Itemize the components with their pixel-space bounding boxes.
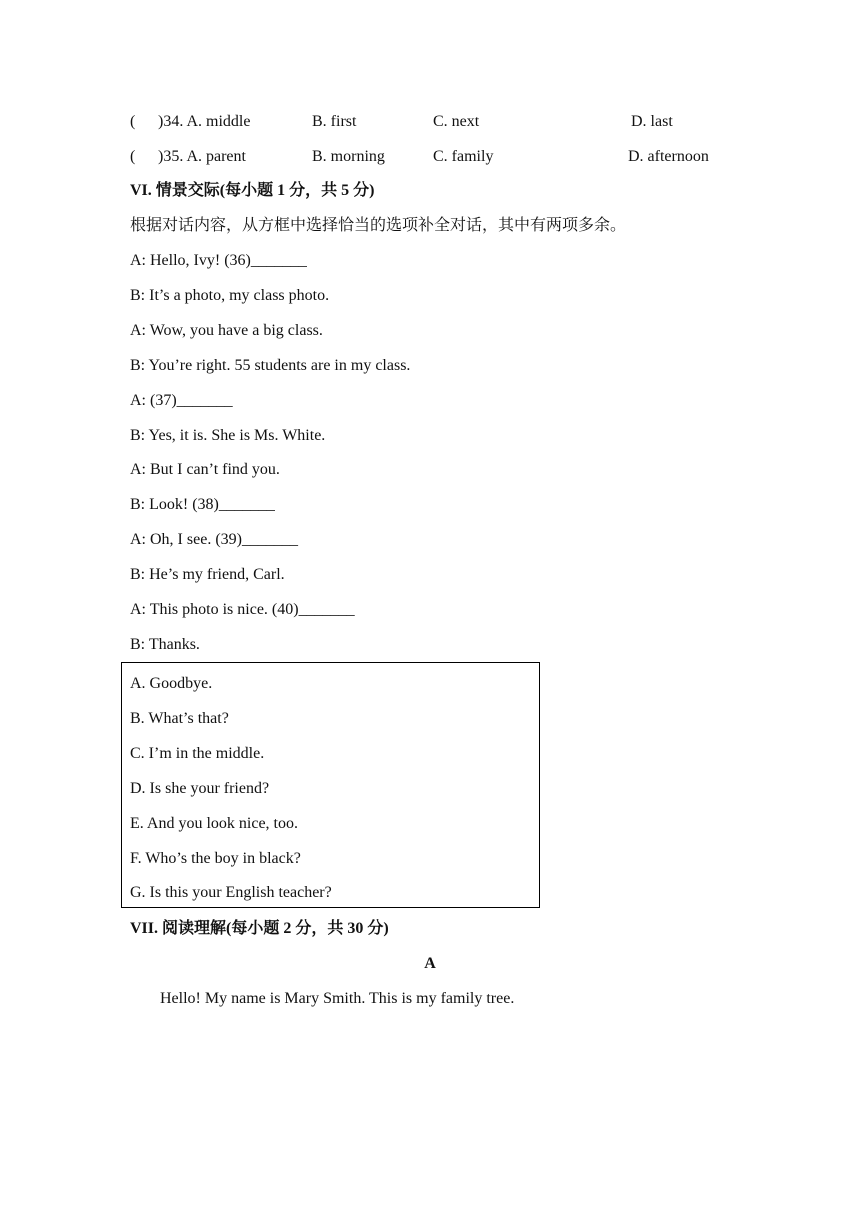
answer-paren: ( <box>130 148 136 165</box>
option-item: A. Goodbye. <box>130 675 213 692</box>
options-box <box>121 662 540 908</box>
dialogue-line: B: Look! (38)_______ <box>130 496 275 513</box>
option-d: D. afternoon <box>628 148 709 165</box>
answer-paren: ( <box>130 113 136 130</box>
dialogue-line: B: He’s my friend, Carl. <box>130 566 285 583</box>
dialogue-line: A: This photo is nice. (40)_______ <box>130 601 355 618</box>
option-b: B. first <box>312 113 357 130</box>
option-item: C. I’m in the middle. <box>130 745 265 762</box>
dialogue-line: B: It’s a photo, my class photo. <box>130 287 330 304</box>
option-item: B. What’s that? <box>130 710 229 727</box>
option-c: C. next <box>433 113 480 130</box>
dialogue-line: B: Thanks. <box>130 636 200 653</box>
section-6-instruction: 根据对话内容，从方框中选择恰当的选项补全对话，其中有两项多余。 <box>130 217 627 234</box>
dialogue-line: A: Wow, you have a big class. <box>130 322 323 339</box>
option-item: E. And you look nice, too. <box>130 815 298 832</box>
dialogue-line: A: (37)_______ <box>130 392 233 409</box>
option-item: F. Who’s the boy in black? <box>130 850 301 867</box>
dialogue-line: A: But I can’t find you. <box>130 461 280 478</box>
option-item: G. Is this your English teacher? <box>130 884 332 901</box>
option-c: C. family <box>433 148 494 165</box>
question-stem-option-a: )34. A. middle <box>158 113 251 130</box>
option-b: B. morning <box>312 148 385 165</box>
section-6-title: VI. 情景交际(每小题 1 分，共 5 分) <box>130 182 375 199</box>
dialogue-line: B: Yes, it is. She is Ms. White. <box>130 427 326 444</box>
option-item: D. Is she your friend? <box>130 780 270 797</box>
passage-first-line: Hello! My name is Mary Smith. This is my family tree. <box>160 990 515 1007</box>
dialogue-line: A: Oh, I see. (39)_______ <box>130 531 298 548</box>
dialogue-line: B: You’re right. 55 students are in my class. <box>130 357 411 374</box>
question-stem-option-a: )35. A. parent <box>158 148 246 165</box>
section-7-title: VII. 阅读理解(每小题 2 分，共 30 分) <box>130 920 389 937</box>
passage-label: A <box>424 955 436 972</box>
dialogue-line: A: Hello, Ivy! (36)_______ <box>130 252 307 269</box>
option-d: D. last <box>631 113 673 130</box>
